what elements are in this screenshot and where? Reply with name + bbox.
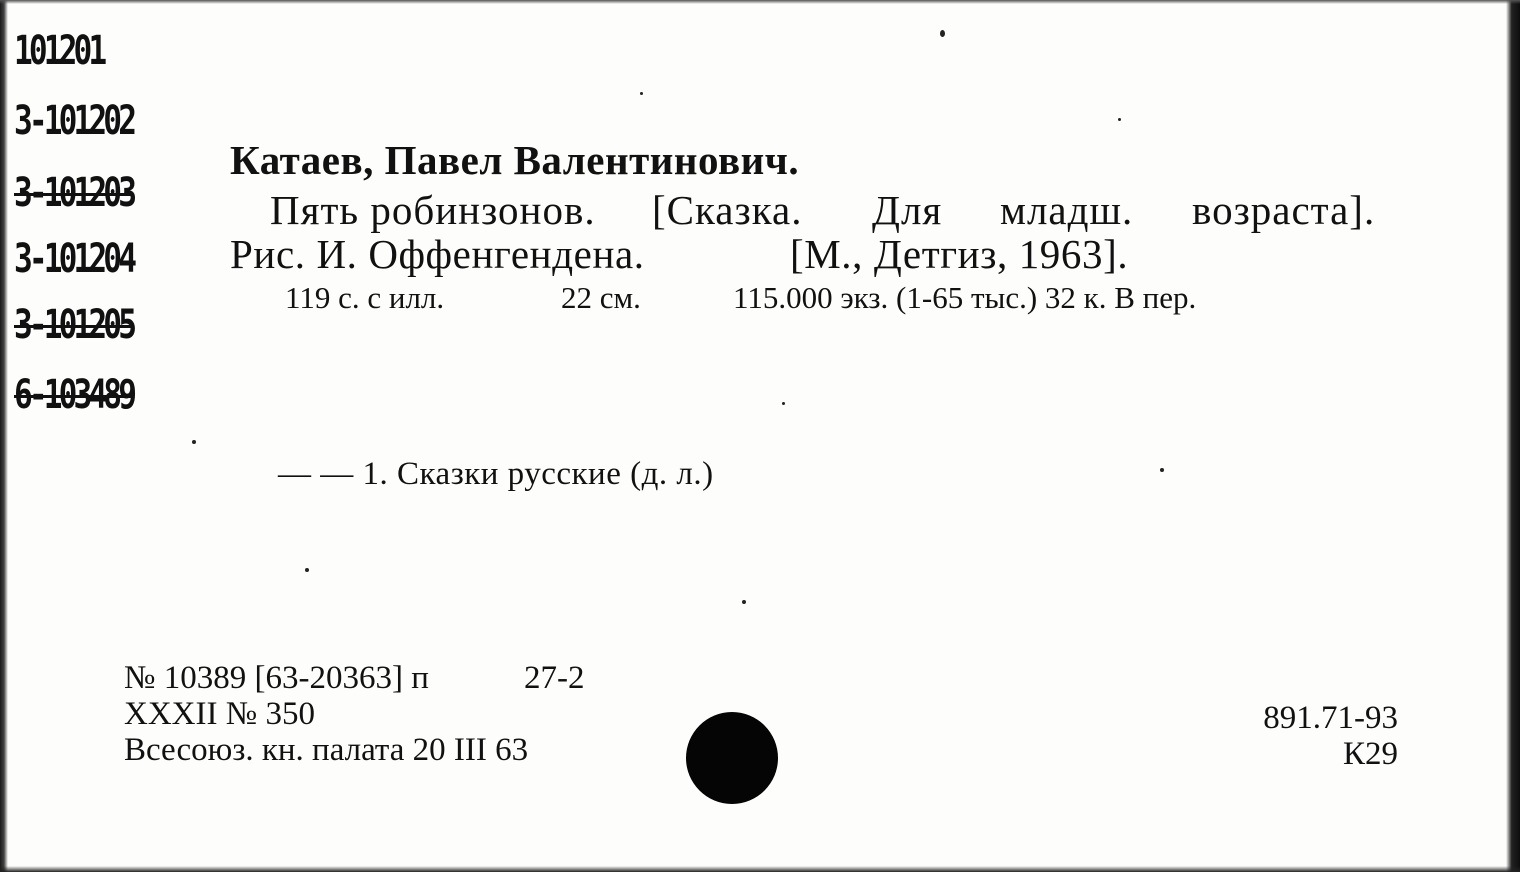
card-right-edge [1506,0,1520,872]
scan-speck [1160,468,1164,472]
author-mark: К29 [1342,736,1398,772]
subject-heading: — — 1. Сказки русские (д. л.) [278,456,714,492]
registry-number: № 10389 [63-20363] п [124,660,429,696]
inventory-number-struck: 3-101205 [14,302,134,348]
scan-speck [742,600,746,604]
scan-speck [1118,118,1121,121]
registry-code: 27-2 [524,660,585,696]
card-bottom-edge [0,866,1520,872]
classification-block [1263,700,1398,772]
inventory-number-struck: 3-101203 [14,170,134,216]
author-heading: Катаев, Павел Валентинович. [230,137,800,183]
card-top-edge [0,0,1520,4]
udc-code: 891.71-93 [1263,700,1398,736]
inventory-number: 3-101202 [14,98,134,144]
illustrator-segment: Рис. И. Оффенгендена. [230,231,645,277]
title-segment: возраста]. [1192,187,1376,233]
scan-speck [940,30,945,37]
registry-line-2: XXXII № 350 [124,696,315,732]
inventory-number: 3-101204 [14,236,134,282]
title-segment: младш. [1000,187,1134,233]
registry-block [124,660,585,768]
card-left-edge [0,0,8,872]
inventory-number: 101201 [14,28,104,74]
size-segment: 22 см. [561,280,641,315]
scan-speck [640,92,643,95]
title-segment: Пять робинзонов. [270,187,596,233]
inventory-number-struck: 6-103489 [14,372,134,418]
pages-segment: 119 с. с илл. [285,280,445,315]
print-run-segment: 115.000 экз. (1-65 тыс.) 32 к. В пер. [733,280,1197,315]
title-segment: Для [872,187,943,233]
scan-speck [305,568,309,572]
punch-hole [686,712,778,804]
title-segment: [Сказка. [652,187,803,233]
scan-speck [192,440,196,444]
registry-line-1 [124,660,585,696]
scan-speck [782,402,785,405]
registry-line-3: Всесоюз. кн. палата 20 III 63 [124,732,529,768]
imprint-segment: [М., Детгиз, 1963]. [790,231,1129,277]
